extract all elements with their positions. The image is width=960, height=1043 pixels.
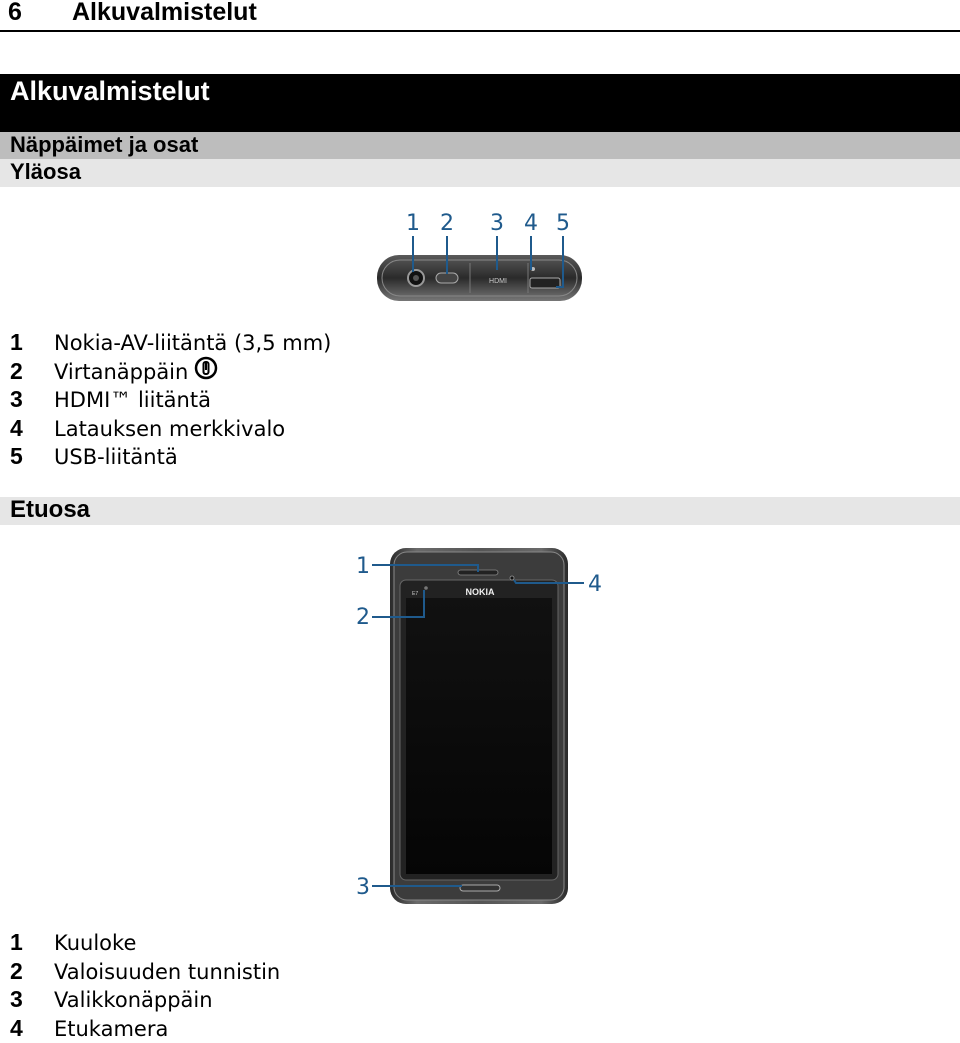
callout-front-2: 2 [356,605,370,630]
callout-front-4: 4 [588,572,602,597]
list-item [10,442,331,471]
callout-top-5: 5 [556,211,570,236]
list-item [10,357,331,386]
light-sensor-shape [424,586,428,590]
power-icon [194,356,218,387]
item-label: Etukamera [54,1016,169,1041]
section-title-bar [0,74,960,132]
phone-top-view-figure [370,200,600,310]
item-number: 2 [10,957,23,984]
page-title: Alkuvalmistelut [72,0,257,26]
usb-port-shape [530,278,560,288]
item-label: Virtanäppäin [54,359,189,384]
item-label: Valikkonäppäin [54,988,213,1012]
callout-front-3: 3 [356,875,370,900]
item-number: 3 [10,986,23,1012]
item-label: HDMI™ liitäntä [54,388,211,412]
power-key-shape [436,273,458,283]
list-item [10,385,331,414]
list-item [10,414,331,443]
callout-top-3: 3 [490,211,504,236]
menu-key-shape [460,885,500,891]
front-camera-shape [510,576,514,580]
item-number: 3 [10,386,23,412]
item-label: Latauksen merkkivalo [54,416,286,441]
item-number: 4 [10,414,23,441]
callout-top-1: 1 [406,211,420,236]
list-item [10,985,280,1014]
item-label: Valoisuuden tunnistin [54,959,281,984]
list-item [10,928,280,957]
front-heading-bar [0,497,960,525]
list-item [10,328,331,357]
top-heading-bar [0,159,960,187]
callout-front-1: 1 [356,554,370,579]
item-number: 1 [10,329,23,355]
item-label: Kuuloke [54,931,137,955]
subsection-title: Näppäimet ja osat [10,132,199,157]
phone-screen [406,598,552,874]
top-heading: Yläosa [10,159,81,184]
page-header [0,0,960,32]
item-number: 2 [10,357,23,384]
phone-front-view-figure [340,540,620,910]
front-parts-list [10,928,280,1042]
hdmi-label: HDMI [489,278,507,285]
callout-top-2: 2 [440,211,454,236]
page-number: 6 [8,0,22,26]
front-heading: Etuosa [10,496,91,523]
item-label: USB-liitäntä [54,445,178,469]
section-title: Alkuvalmistelut [10,76,210,106]
top-parts-list [10,328,331,471]
item-label: Nokia-AV-liitäntä (3,5 mm) [54,331,332,355]
model-label: E7 [412,591,419,597]
item-number: 5 [10,443,23,469]
item-number: 4 [10,1014,23,1041]
subsection-title-bar [0,132,960,159]
callout-top-4: 4 [524,211,538,236]
list-item [10,957,280,986]
item-number: 1 [10,929,23,955]
brand-logo: NOKIA [465,587,495,597]
